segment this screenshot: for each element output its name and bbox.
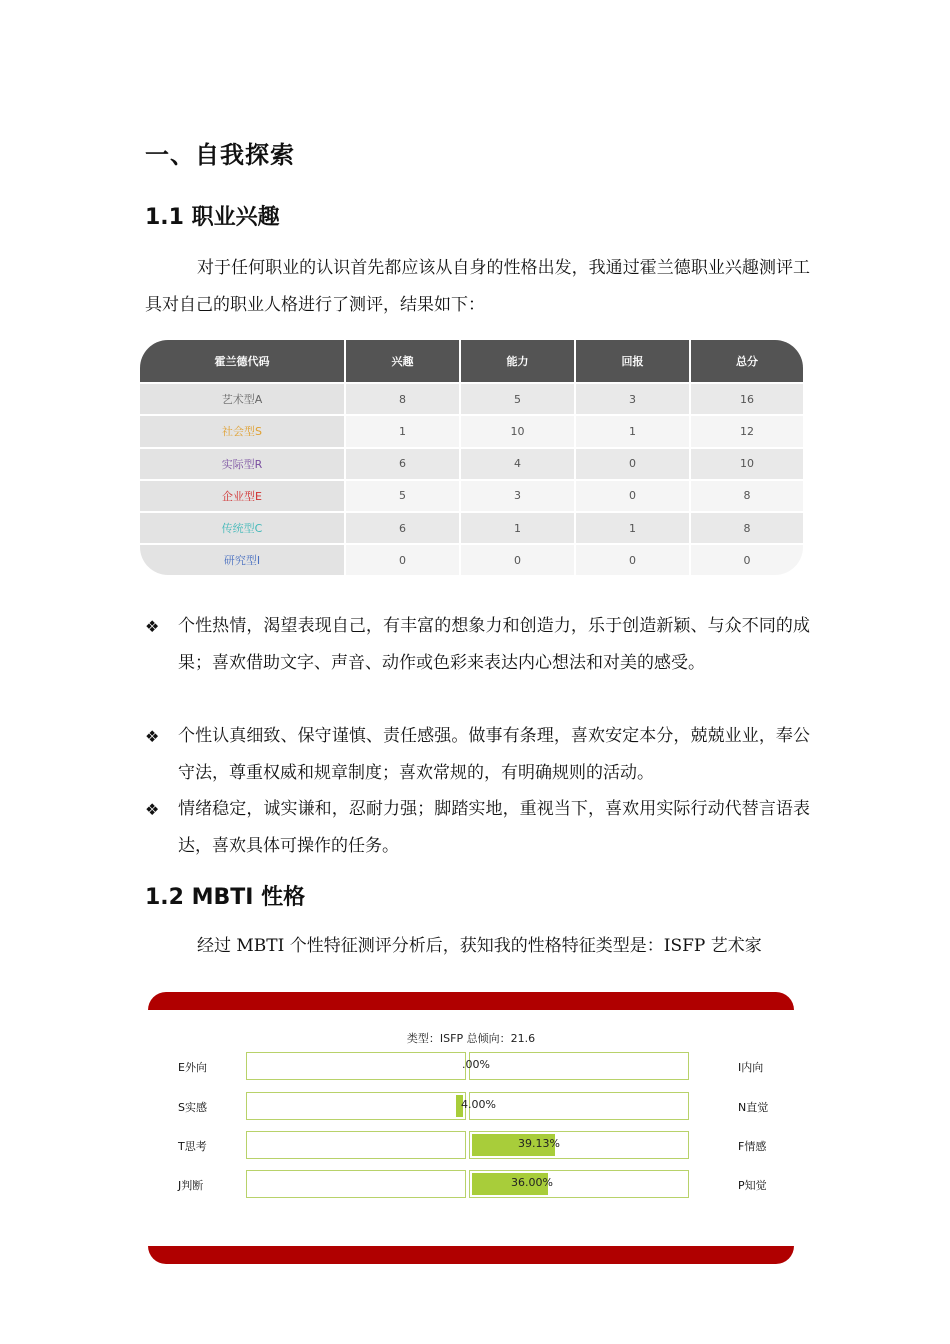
holland-code-cell: 传统型C: [140, 512, 345, 544]
score-cell: 0: [460, 544, 575, 575]
bar-right-box: [469, 1131, 689, 1159]
score-cell: 1: [575, 512, 690, 544]
header-cell: 霍兰德代码: [140, 340, 345, 383]
table-row: [140, 544, 803, 575]
holland-code-cell: 企业型E: [140, 480, 345, 512]
mbti-result-panel: [148, 992, 794, 1264]
dimension-left-label: T思考: [178, 1140, 207, 1153]
score-cell: 5: [345, 480, 460, 512]
bar-left-box: [246, 1052, 466, 1080]
score-cell: 6: [345, 448, 460, 480]
diamond-bullet-icon: ❖: [145, 617, 160, 636]
score-cell: 0: [345, 544, 460, 575]
diamond-bullet-icon: ❖: [145, 800, 160, 819]
bar-percent-label: 36.00%: [511, 1176, 553, 1189]
score-cell: 0: [575, 480, 690, 512]
bar-right-box: [469, 1170, 689, 1198]
holland-code-cell: 研究型I: [140, 544, 345, 575]
bar-percent-label: 39.13%: [518, 1137, 560, 1150]
score-cell: 0: [575, 448, 690, 480]
bullet-text: 个性认真细致、保守谨慎、责任感强。做事有条理，喜欢安定本分，兢兢业业，奉公守法，尊重权威和规章制度；喜欢常规的，有明确规则的活动。: [178, 726, 810, 783]
score-cell: 1: [345, 415, 460, 447]
table-row: [140, 480, 803, 512]
dimension-left-label: E外向: [178, 1061, 207, 1074]
bullet-item: [145, 791, 810, 865]
holland-code-cell: 社会型S: [140, 415, 345, 447]
mbti-intro-paragraph: 经过 MBTI 个性特征测评分析后，获知我的性格特征类型是：ISFP 艺术家: [197, 936, 762, 956]
table-row: [140, 512, 803, 544]
bar-percent-label: .00%: [462, 1058, 490, 1071]
dimension-right-label: I内向: [738, 1061, 764, 1074]
score-cell: 1: [575, 415, 690, 447]
bullet-text: 情绪稳定，诚实谦和，忍耐力强；脚踏实地，重视当下，喜欢用实际行动代替言语表达，喜欢具体可操作的任务。: [178, 799, 810, 856]
bar-percent-label: 4.00%: [461, 1098, 496, 1111]
holland-code-cell: 艺术型A: [140, 383, 345, 415]
subsection-title-interest: 1.1 职业兴趣: [145, 205, 280, 230]
score-cell: 3: [575, 383, 690, 415]
diamond-bullet-icon: ❖: [145, 727, 160, 746]
score-cell: 16: [690, 383, 803, 415]
dimension-right-label: P知觉: [738, 1179, 767, 1192]
bullet-text: 个性热情，渴望表现自己，有丰富的想象力和创造力，乐于创造新颖、与众不同的成果；喜欢借助文字、声音、动作或色彩来表达内心想法和对美的感受。: [178, 616, 810, 673]
table-row: [140, 448, 803, 480]
mbti-dimension-row: [148, 1131, 794, 1159]
bullet-item: [145, 608, 810, 682]
dimension-right-label: N直觉: [738, 1101, 769, 1114]
subsection-title-mbti: 1.2 MBTI 性格: [145, 885, 306, 910]
score-cell: 4: [460, 448, 575, 480]
score-cell: 6: [345, 512, 460, 544]
score-cell: 8: [345, 383, 460, 415]
dimension-left-label: J判断: [178, 1179, 204, 1192]
bar-left-box: [246, 1170, 466, 1198]
score-cell: 10: [460, 415, 575, 447]
bar-left-box: [246, 1092, 466, 1120]
header-cell: 总分: [690, 340, 803, 383]
score-cell: 3: [460, 480, 575, 512]
table-row: [140, 415, 803, 447]
dimension-right-label: F情感: [738, 1140, 767, 1153]
header-cell: 回报: [575, 340, 690, 383]
section-heading: 一、自我探索: [145, 141, 295, 169]
mbti-dimension-row: [148, 1170, 794, 1198]
holland-table-header: [140, 340, 803, 383]
bar-left-box: [246, 1131, 466, 1159]
header-cell: 兴趣: [345, 340, 460, 383]
mbti-dimension-row: [148, 1092, 794, 1120]
holland-code-cell: 实际型R: [140, 448, 345, 480]
score-cell: 8: [690, 512, 803, 544]
header-cell: 能力: [460, 340, 575, 383]
interest-intro-paragraph: 对于任何职业的认识首先都应该从自身的性格出发，我通过霍兰德职业兴趣测评工具对自己的职业人格进行了测评，结果如下：: [145, 258, 810, 315]
bar-right-box: [469, 1052, 689, 1080]
holland-table: [140, 340, 803, 575]
score-cell: 1: [460, 512, 575, 544]
score-cell: 0: [690, 544, 803, 575]
mbti-dimension-row: [148, 1052, 794, 1080]
panel-top-band: [148, 992, 794, 1010]
score-cell: 5: [460, 383, 575, 415]
table-row: [140, 383, 803, 415]
score-cell: 8: [690, 480, 803, 512]
panel-bottom-band: [148, 1246, 794, 1264]
score-cell: 0: [575, 544, 690, 575]
bar-right-box: [469, 1092, 689, 1120]
bullet-item: [145, 718, 810, 792]
score-cell: 10: [690, 448, 803, 480]
mbti-summary: 类型：ISFP 总倾向：21.6: [406, 1032, 536, 1045]
dimension-left-label: S实感: [178, 1101, 207, 1114]
score-cell: 12: [690, 415, 803, 447]
